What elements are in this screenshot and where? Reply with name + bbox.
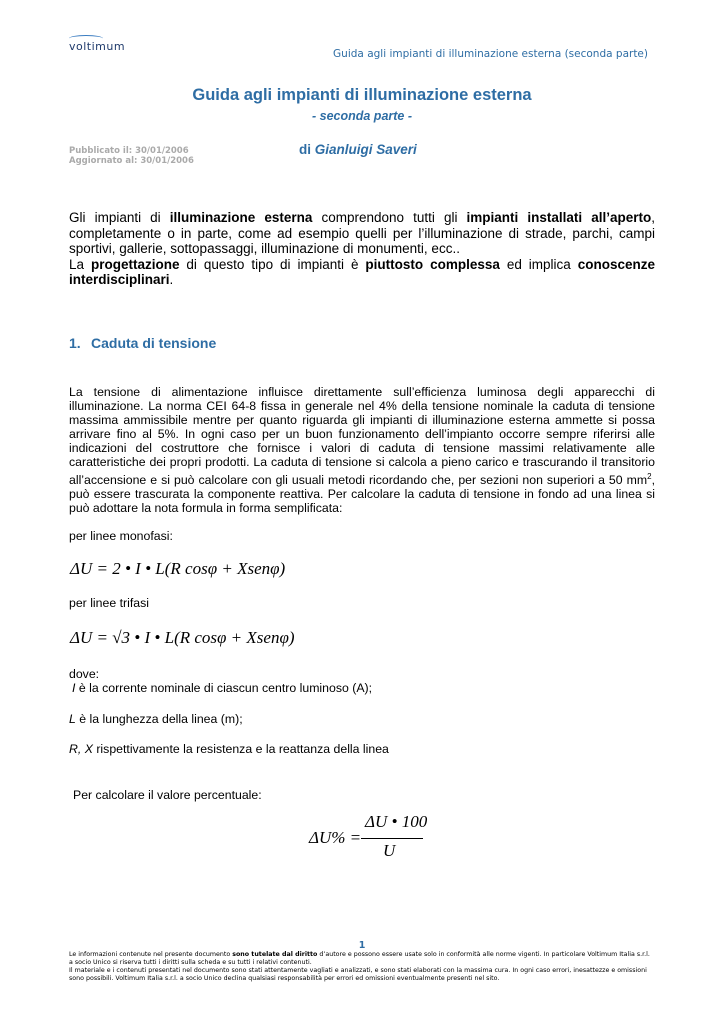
intro-text: La xyxy=(69,256,91,272)
intro-paragraph xyxy=(69,210,655,288)
intro-text: comprendono tutti gli xyxy=(312,210,467,225)
author-line xyxy=(299,142,417,157)
symbol: I xyxy=(72,681,76,695)
superscript: 2 xyxy=(647,471,652,481)
formula-percent xyxy=(309,812,429,868)
mono-label: per linee monofasi: xyxy=(69,529,173,543)
formula-denominator: U xyxy=(383,841,396,860)
intro-bold: conoscenze interdisciplinari xyxy=(69,256,655,288)
definition-text: è la lunghezza della linea (m); xyxy=(75,712,243,726)
definition-text: è la corrente nominale di ciascun centro luminoso (A); xyxy=(75,681,373,695)
intro-text: ed implica xyxy=(499,256,578,272)
symbol: R, X xyxy=(69,742,93,756)
footer-text: Il materiale e i contenuti presentati nel documento sono stati attentamente vagliati e analizzati, e sono stati elaborati con la massima cura. In ogni caso errori, inesattezze e omissioni sono possibili. Voltimum Italia s.r.l. a socio Unico declina qualsiasi responsabilità per errori ed omissioni eventualmente presenti nel sito. xyxy=(69,967,647,982)
tri-label: per linee trifasi xyxy=(69,596,149,610)
body-text: , può essere trascurata la componente reattiva. Per calcolare la caduta di tensione in fondo ad una linea si può adottare la nota formula in forma semplificata: xyxy=(69,472,655,515)
definition-l xyxy=(69,712,243,726)
footer-text: d’autore e possono essere usate solo in conformità alle norme vigenti. In particolare Voltimum Italia s.r.l. a socio Unico si riserva tutti i diritti sulla scheda e su tutti i relativi contenuti. xyxy=(69,951,650,966)
definition-text: rispettivamente la resistenza e la reattanza della linea xyxy=(92,742,389,756)
updated-date: Aggiornato al: 30/01/2006 xyxy=(69,156,194,166)
intro-bold: piuttosto complessa xyxy=(365,256,500,272)
formula-trifase: ΔU = √3 • I • L(R cosφ + Xsenφ) xyxy=(70,628,295,647)
intro-bold: impianti installati all’aperto xyxy=(466,210,652,225)
intro-text: , completamente o in parte, come ad esempio quelli per l’illuminazione di strade, parchi, campi sportivi, gallerie, sottopassaggi, illuminazione di monumenti, ecc.. xyxy=(69,210,655,257)
author-prefix: di xyxy=(299,142,311,157)
footer-text: Le informazioni contenute nel presente documento xyxy=(69,951,233,958)
definition-rx xyxy=(69,742,389,756)
dove-label: dove: xyxy=(69,667,100,681)
intro-bold: illuminazione esterna xyxy=(169,210,313,225)
section-title: Caduta di tensione xyxy=(91,335,217,351)
section-heading xyxy=(69,335,216,351)
fraction-bar xyxy=(361,838,423,839)
definition-i xyxy=(72,681,372,695)
page-number: 1 xyxy=(358,940,366,951)
formula-monofase: ΔU = 2 • I • L(R cosφ + Xsenφ) xyxy=(70,559,286,578)
document-subtitle: - seconda parte - xyxy=(311,109,413,123)
document-title: Guida agli impianti di illuminazione esterna xyxy=(192,86,532,104)
logo-text: voltimum xyxy=(69,40,126,53)
running-title: Guida agli impianti di illuminazione esterna (seconda parte) xyxy=(333,48,648,60)
body-paragraph xyxy=(69,385,655,515)
body-text: La tensione di alimentazione influisce direttamente sull’efficienza luminosa degli apparecchi di illuminazione. La norma CEI 64-8 fissa in generale nel 4% della tensione nominale la caduta di tensione massima ammissibile mentre per quanto riguarda gli impianti di illuminazione esterna ammette si possa arrivare fino al 5%. In ogni caso per un buon funzionamento dell’impianto occorre sempre riferirsi alle indicazioni del costruttore che fornisce i valori di caduta di tensione massimi relativamente alle caratteristiche dei propri prodotti. La caduta di tensione si calcola a pieno carico e trascurando il transitorio all’accensione e si può calcolare con gli usuali metodi ricordando che, per sezioni non superiori a 50 mm xyxy=(69,385,655,487)
percent-label: Per calcolare il valore percentuale: xyxy=(73,788,262,802)
author-name: Gianluigi Saveri xyxy=(314,142,417,157)
intro-text: Gli impianti di xyxy=(69,210,170,225)
intro-text: . xyxy=(169,272,174,288)
symbol: L xyxy=(69,712,76,726)
published-date: Pubblicato il: 30/01/2006 xyxy=(69,146,189,156)
intro-bold: progettazione xyxy=(90,256,180,272)
formula-numerator: ΔU • 100 xyxy=(365,812,428,831)
voltimum-logo xyxy=(69,40,125,53)
footer-bold: sono tutelate dal diritto xyxy=(232,951,318,958)
intro-text: di questo tipo di impianti è xyxy=(179,256,366,272)
logo-swoosh-icon xyxy=(69,35,103,42)
footer-disclaimer xyxy=(69,951,655,983)
section-number: 1. xyxy=(69,335,81,351)
formula-lhs: ΔU% = xyxy=(309,828,362,847)
